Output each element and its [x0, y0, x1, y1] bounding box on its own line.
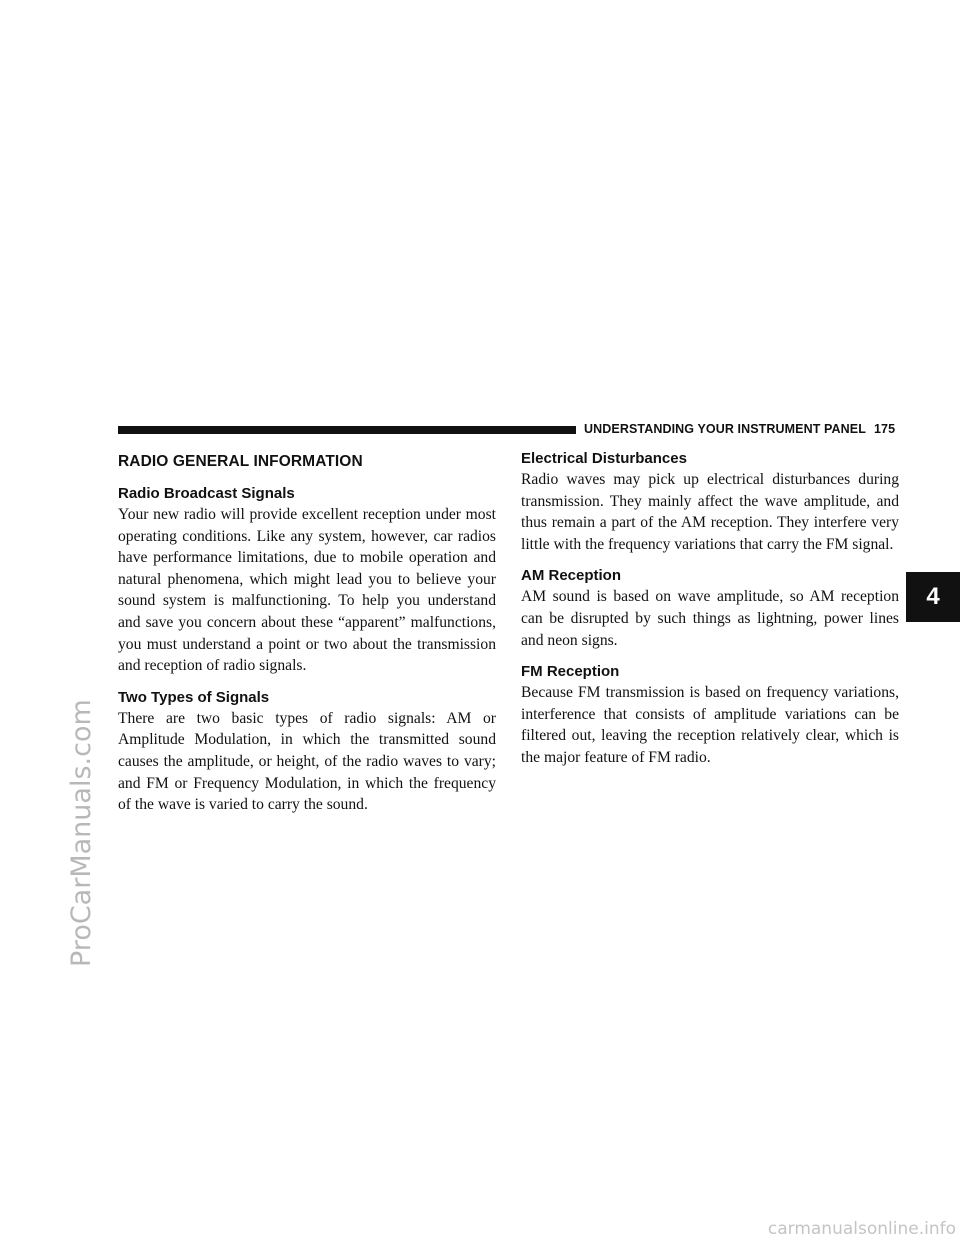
chapter-tab: 4	[906, 572, 960, 622]
side-watermark: ProCarManuals.com	[66, 699, 97, 967]
subsection-heading: Two Types of Signals	[118, 688, 270, 706]
subsection-text: Because FM transmission is based on frequency variations, interference that consists of amplitude variations can be filtered out, leaving the reception relatively clear, which is the major feature of FM radio.	[521, 684, 899, 766]
subsection-text: Your new radio will provide excellent reception under most operating conditions. Like any system, however, car radios have performance limitations, due to mobile operation and natural phenomena, which might lead you to believe your sound system is malfunctioning. To help you understand and save you concern about these “apparent” malfunctions, you must understand a point or two about the transmission and reception of radio signals.	[118, 506, 496, 675]
section-title: RADIO GENERAL INFORMATION	[118, 453, 363, 470]
subsection-text: AM sound is based on wave amplitude, so AM reception can be disrupted by such things as lightning, power lines and neon signs.	[521, 588, 899, 649]
subsection-heading: Radio Broadcast Signals	[118, 485, 295, 502]
header-title: UNDERSTANDING YOUR INSTRUMENT PANEL	[584, 422, 866, 436]
subsection-heading: FM Reception	[521, 663, 620, 681]
bottom-watermark: carmanualsonline.info	[767, 1219, 956, 1239]
subsection-text: Radio waves may pick up electrical disturbances during transmission. They mainly affect the wave amplitude, and thus remain a part of the AM reception. They interfere very little with the frequency variations that carry the FM signal.	[521, 471, 899, 553]
subsection-heading: AM Reception	[521, 567, 622, 585]
left-column	[118, 450, 496, 828]
subsection-heading: Electrical Disturbances	[521, 450, 687, 467]
running-header	[584, 422, 895, 436]
page-number: 175	[873, 422, 896, 436]
header-rule	[118, 426, 576, 434]
right-column	[521, 450, 899, 781]
subsection-text: There are two basic types of radio signals: AM or Amplitude Modulation, in which the transmitted sound causes the amplitude, or height, of the radio waves to vary; and FM or Frequency Modulation, in which the frequency of the wave is varied to carry the sound.	[118, 709, 496, 814]
